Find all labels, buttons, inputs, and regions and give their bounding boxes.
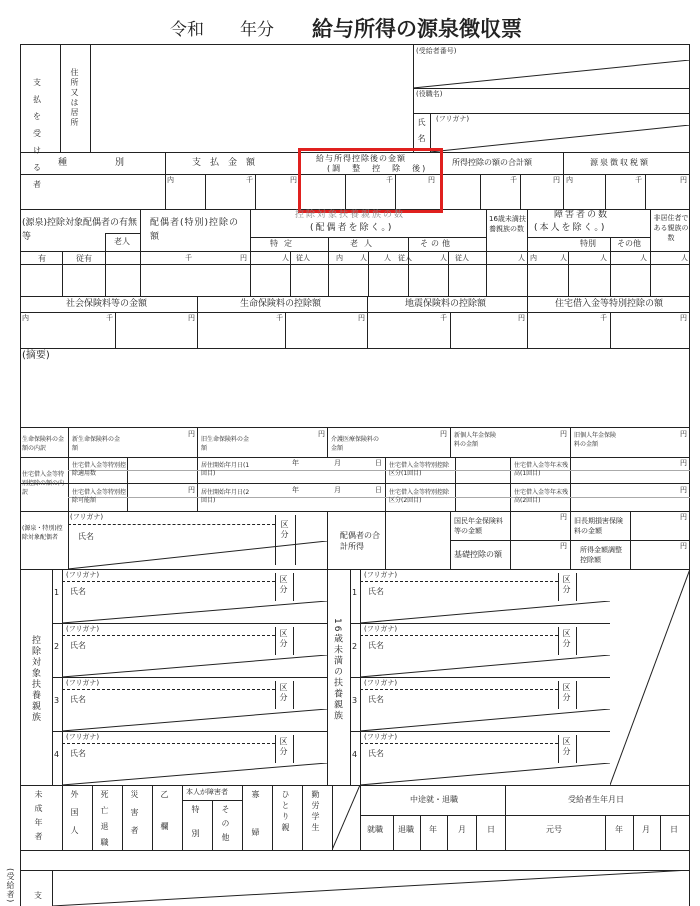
name-label: 氏名 xyxy=(368,695,384,704)
after-deduction-header: 給与所得控除後の金額 xyxy=(316,154,406,163)
recipient-label: 支払を受ける者 xyxy=(33,78,43,189)
class-label: 区分 xyxy=(280,520,289,540)
recipient-side-label: (受給者) xyxy=(6,868,15,904)
widow-label: 寡婦 xyxy=(251,790,260,866)
name-label: 氏名 xyxy=(70,749,86,758)
yen-label: 円 xyxy=(680,513,687,521)
year-unit-label: 年分 xyxy=(240,20,274,40)
care-label: 介護医療保険料の金額 xyxy=(331,436,380,452)
yen-label: 円 xyxy=(290,176,297,184)
yen-label: 円 xyxy=(680,314,687,322)
recipient-no-label: (受給者番号) xyxy=(416,47,457,55)
old-label: 老人 xyxy=(350,239,378,248)
recipient-no-diagonal xyxy=(413,60,690,88)
class-label: 区分 xyxy=(279,737,288,757)
class-label: 区分 xyxy=(279,629,288,649)
social-insurance-header: 社会保険料等の金額 xyxy=(66,299,148,309)
yen-label: 円 xyxy=(680,430,687,438)
month-label: 月 xyxy=(642,825,650,834)
spouse-deduction-label: 配偶者(特別)控除の額 xyxy=(150,218,240,242)
spouse-presence-label: (源泉)控除対象配偶者の有無等 xyxy=(22,218,138,242)
life-insurance-header: 生命保険料の控除額 xyxy=(240,299,322,309)
name-label: 氏名 xyxy=(70,587,86,596)
yen-label: 円 xyxy=(553,176,560,184)
birth-label: 受給者生年月日 xyxy=(568,795,624,804)
yen-label: 円 xyxy=(358,314,365,322)
life-breakdown-label: 生命保険料の金額の内訳 xyxy=(22,436,65,452)
payer-label: 支 xyxy=(34,891,42,900)
name-label: 氏名 xyxy=(70,641,86,650)
thousand-label: 千 xyxy=(276,314,283,322)
subordinate-label: 従有 xyxy=(76,254,92,263)
thousand-label: 千 xyxy=(635,176,642,184)
disabled-count-label: 障害者の数 xyxy=(554,210,610,220)
yen-label: 円 xyxy=(428,176,435,184)
furigana-label: (フリガナ) xyxy=(66,625,100,633)
national-pension-label: 国民年金保険料等の金額 xyxy=(454,517,503,535)
dependent-diagonal xyxy=(62,601,327,623)
furigana-label: (フリガナ) xyxy=(436,115,470,123)
name-label: 氏名 xyxy=(417,118,426,150)
student-label: 勤労学生 xyxy=(311,790,320,834)
dependent-diagonal xyxy=(62,763,327,785)
other-label: その他 xyxy=(420,239,453,248)
dependent-diagonal xyxy=(62,709,327,731)
furigana-label: (フリガナ) xyxy=(364,679,398,687)
person-label: 人 xyxy=(440,254,447,262)
year-label: 年 xyxy=(292,486,299,494)
under16-label: 16歳未満扶養親族の数 xyxy=(489,215,526,233)
old-long-term-label: 旧長期損害保険料の金額 xyxy=(574,517,623,535)
thousand-label: 千 xyxy=(185,254,192,262)
class-label: 区分 xyxy=(562,683,571,703)
residence-date2-label: 居住開始年月日(2回目) xyxy=(201,489,250,504)
yen-label: 円 xyxy=(240,254,247,262)
month-label: 月 xyxy=(334,486,341,494)
minor-label: 未成年者 xyxy=(34,790,43,846)
furigana-label: (フリガナ) xyxy=(364,571,398,579)
yen-label: 円 xyxy=(188,430,195,438)
furigana-label: (フリガナ) xyxy=(364,625,398,633)
mid-year-label: 中途就・退職 xyxy=(410,795,458,804)
furigana-label: (フリガナ) xyxy=(66,733,100,741)
highlight-box xyxy=(298,148,443,213)
subordinate-person-label: 従人 xyxy=(296,254,310,262)
balance2-label: 住宅借入金等年末残高(2回目) xyxy=(514,489,569,504)
dependent-number: 2 xyxy=(352,642,358,651)
single-parent-label: ひとり親 xyxy=(281,790,290,834)
yen-label: 円 xyxy=(518,314,525,322)
employed-label: 就職 xyxy=(367,825,383,834)
month-label: 月 xyxy=(458,825,466,834)
exclude-self-label: (本人を除く。) xyxy=(534,223,607,233)
thousand-label: 千 xyxy=(106,314,113,322)
subordinate-person-label: 従人 xyxy=(398,254,412,262)
yen-label: 円 xyxy=(440,430,447,438)
class-label: 区分 xyxy=(562,575,571,595)
tax-header: 源泉徴収税額 xyxy=(590,158,650,167)
income-adjust-label: 所得金額調整控除額 xyxy=(580,546,622,564)
residence-date1-label: 居住開始年月日(1回目) xyxy=(201,462,250,477)
inner-label: 内 xyxy=(336,254,343,262)
yen-label: 円 xyxy=(560,430,567,438)
dependent-diagonal xyxy=(360,763,610,785)
yen-label: 円 xyxy=(560,542,567,550)
class-label: 区分 xyxy=(562,737,571,757)
person-label: 人 xyxy=(384,254,391,262)
yen-label: 円 xyxy=(560,513,567,521)
dependent-number: 3 xyxy=(352,696,358,705)
name-label: 氏名 xyxy=(78,532,94,541)
inner-label: 内 xyxy=(530,254,537,262)
bottom-diagonal xyxy=(332,785,360,850)
furigana-label: (フリガナ) xyxy=(364,733,398,741)
old-pension-label: 旧個人年金保険料の金額 xyxy=(574,432,617,448)
name-label: 氏名 xyxy=(368,641,384,650)
disaster-label: 災害者 xyxy=(130,790,139,844)
new-pension-label: 新個人年金保険料の金額 xyxy=(454,432,497,448)
dependent-number: 4 xyxy=(54,750,60,759)
person-label: 人 xyxy=(600,254,607,262)
subordinate-person-label: 従人 xyxy=(455,254,469,262)
inner-label: 内 xyxy=(22,314,29,322)
dependent-diagonal xyxy=(360,709,610,731)
yen-label: 円 xyxy=(188,314,195,322)
exclude-spouse-label: (配偶者を除く。) xyxy=(310,223,394,233)
housing-breakdown-label: 住宅借入金等特別控除の額の内訳 xyxy=(22,471,65,496)
nonresident-label: 非居住者である親族の数 xyxy=(653,214,689,242)
yen-label: 円 xyxy=(680,486,687,494)
era-no-label: 元号 xyxy=(546,825,562,834)
era-label: 令和 xyxy=(170,20,204,40)
name-label: 氏名 xyxy=(70,695,86,704)
day-label: 日 xyxy=(375,459,382,467)
yen-label: 円 xyxy=(318,430,325,438)
address-label: 住所又は居所 xyxy=(70,68,79,128)
spouse-name-diagonal xyxy=(68,541,327,569)
dependents-right-label: 16歳未満の扶養親族 xyxy=(332,618,342,722)
day-label: 日 xyxy=(487,825,495,834)
payment-header: 支 払 金 額 xyxy=(192,158,256,168)
class-label: 区分 xyxy=(279,683,288,703)
deduction-total-header: 所得控除の額の合計額 xyxy=(452,158,532,167)
dependents-count-label: 控除対象扶養親族の数 xyxy=(295,210,406,220)
right-column-diagonal xyxy=(610,569,690,785)
yen-label: 円 xyxy=(680,176,687,184)
spouse-section-label: (源泉・特別)控除対象配偶者 xyxy=(22,525,63,541)
housing-class2-label: 住宅借入金等特別控除区分(2回目) xyxy=(389,489,450,504)
dependent-number: 2 xyxy=(54,642,60,651)
thousand-label: 千 xyxy=(600,314,607,322)
year-label: 年 xyxy=(615,825,623,834)
person-label: 人 xyxy=(518,254,525,262)
housing-header: 住宅借入金等特別控除の額 xyxy=(555,299,664,309)
furigana-label: (フリガナ) xyxy=(70,513,104,521)
name-label: 氏名 xyxy=(368,587,384,596)
basic-deduction-label: 基礎控除の額 xyxy=(454,550,502,559)
death-label: 死亡退職 xyxy=(100,790,109,854)
foreigner-label: 外国人 xyxy=(70,790,79,844)
person-label: 人 xyxy=(640,254,647,262)
person-label: 人 xyxy=(282,254,289,262)
dependent-number: 1 xyxy=(352,588,358,597)
elderly-label: 老人 xyxy=(114,237,130,246)
housing-possible-label: 住宅借入金等特別控除可能額 xyxy=(72,489,127,504)
name-label: 氏名 xyxy=(368,749,384,758)
yes-label: 有 xyxy=(38,254,46,263)
housing-class1-label: 住宅借入金等特別控除区分(1回目) xyxy=(389,462,450,477)
dependent-number: 1 xyxy=(54,588,60,597)
otsu-label: 乙欄 xyxy=(160,790,169,854)
spouse-total-income-label: 配偶者の合計所得 xyxy=(340,531,380,551)
yen-label: 円 xyxy=(188,486,195,494)
earthquake-header: 地震保険料の控除額 xyxy=(405,299,487,309)
retired-label: 退職 xyxy=(398,825,414,834)
day-label: 日 xyxy=(670,825,678,834)
special-label: 特別 xyxy=(580,239,596,248)
person-label: 人 xyxy=(360,254,367,262)
thousand-label: 千 xyxy=(246,176,253,184)
dependent-diagonal xyxy=(62,655,327,677)
thousand-label: 千 xyxy=(510,176,517,184)
dependent-diagonal xyxy=(360,655,610,677)
yen-label: 円 xyxy=(680,459,687,467)
year-label: 年 xyxy=(429,825,437,834)
person-label: 人 xyxy=(560,254,567,262)
class-label: 区分 xyxy=(279,575,288,595)
balance1-label: 住宅借入金等年末残高(1回目) xyxy=(514,462,569,477)
inner-label: 内 xyxy=(566,176,573,184)
dependent-number: 3 xyxy=(54,696,60,705)
disabled-self-label: 本人が障害者 xyxy=(186,788,228,796)
after-deduction-subheader: (調 整 控 除 後) xyxy=(327,164,428,173)
special-label: 特別 xyxy=(191,805,200,853)
other2-label: その他 xyxy=(617,239,641,248)
furigana-label: (フリガナ) xyxy=(66,679,100,687)
old-life-label: 旧生命保険料の金額 xyxy=(201,436,250,452)
dependents-left-label: 控除対象扶養親族 xyxy=(30,635,40,723)
person-label: 人 xyxy=(681,254,688,262)
inner-label: 内 xyxy=(167,176,174,184)
month-label: 月 xyxy=(334,459,341,467)
remarks-label: (摘要) xyxy=(22,350,50,361)
name-diagonal xyxy=(430,125,690,152)
year-label: 年 xyxy=(292,459,299,467)
other-label: その他 xyxy=(221,805,230,847)
housing-applicable-label: 住宅借入金等特別控除適用数 xyxy=(72,462,127,477)
dependent-diagonal xyxy=(360,601,610,623)
payer-diagonal xyxy=(52,870,690,906)
class-label: 区分 xyxy=(562,629,571,649)
position-label: (役職名) xyxy=(416,90,443,98)
yen-label: 円 xyxy=(680,542,687,550)
thousand-label: 千 xyxy=(440,314,447,322)
new-life-label: 新生命保険料の金額 xyxy=(72,436,121,452)
type-header: 種 別 xyxy=(58,158,135,168)
specific-label: 特定 xyxy=(270,239,298,248)
dependent-number: 4 xyxy=(352,750,358,759)
furigana-label: (フリガナ) xyxy=(66,571,100,579)
page-title: 給与所得の源泉徴収票 xyxy=(312,17,522,41)
thousand-label: 千 xyxy=(386,176,393,184)
day-label: 日 xyxy=(375,486,382,494)
